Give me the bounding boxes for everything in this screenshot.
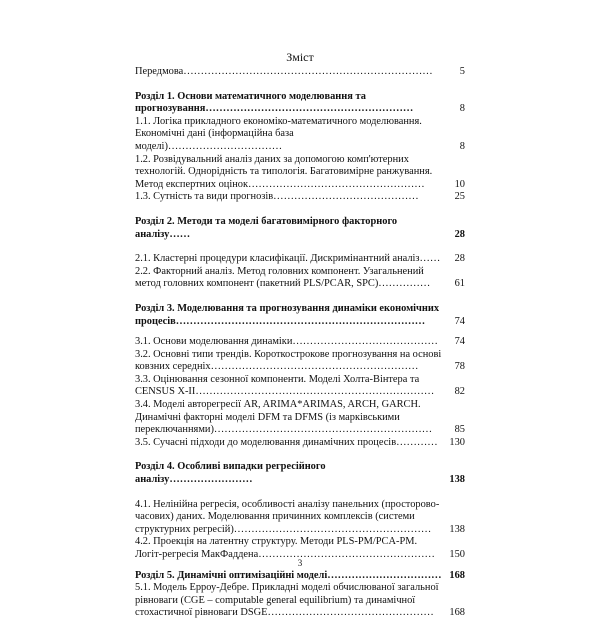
toc-page-number: 150 [449, 549, 465, 560]
toc-page-number: 138 [449, 474, 465, 486]
toc-entry-text: Метод експертних оцінок…………………………………………… [135, 178, 425, 190]
toc-page-number: 28 [454, 253, 465, 265]
toc-entry [135, 266, 465, 291]
toc-entry-text: Розділ 4. Особливі випадки регресійного аналізу…………………… [135, 461, 326, 486]
toc-entry-text: 2.1. Кластерні процедури класифікації. Дискримінантний аналіз…… [135, 253, 441, 265]
toc-entry-text: Логіт-регресія МакФаддена…………………………………………… [135, 549, 435, 560]
toc-entry-text: 1.1. Логіка прикладного економіко-математичного моделювання. [135, 115, 422, 127]
toc-entry [135, 191, 465, 204]
footer-page-number: 3 [297, 558, 303, 568]
toc-entry-text: технологій. Однорідність та типологія. Багатовимірне ранжування. [135, 166, 433, 178]
toc-entry-text: Динамічні факторні моделі DFM та DFMS (із марківськими [135, 411, 400, 423]
toc-page-number: 5 [459, 66, 465, 77]
toc-page-number: 138 [449, 523, 465, 535]
toc-entry-text: процесів……………………………………………………………… [135, 315, 426, 327]
toc-entry-text: Розділ 5. Динамічні оптимізаційні моделі…………………………… [135, 569, 442, 581]
toc-entry-text: 2.2. Факторний аналіз. Метод головних компонент. Узагальнений [135, 265, 424, 277]
toc-entry [135, 66, 465, 79]
toc-entry-text: Розділ 3. Моделювання та прогнозування динаміки економічних [135, 302, 440, 314]
toc-page-number: 130 [449, 436, 465, 448]
toc-entry-text: прогнозування…………………………………………………… [135, 103, 414, 115]
toc-entry-text: ковзних середніх…………………………………………………… [135, 361, 419, 373]
toc-entry [135, 349, 465, 374]
toc-entry-text: 3.1. Основи моделювання динаміки…………………………………… [135, 336, 438, 348]
toc-entry [135, 582, 465, 620]
toc-entry [135, 399, 465, 437]
toc-entry-text: 3.2. Основні типи трендів. Короткострокове прогнозування на основі [135, 348, 442, 360]
toc-entry [135, 374, 465, 399]
toc-entry-text: часових) даних. Моделювання причинних комплексів (системи [135, 511, 415, 523]
toc-entry-text: 4.2. Проекція на латентну структуру. Методи PLS-PM/PCA-PM. [135, 536, 418, 548]
toc-entry-text: 3.3. Оцінювання сезонної компоненти. Моделі Холта-Вінтера та [135, 373, 420, 385]
toc-page-number: 8 [459, 140, 465, 152]
toc-entry-text: рівноваги (CGE – computable general equilibrium) та динамічної [135, 594, 416, 606]
toc-entry-text: стохастичної рівноваги DSGE………………………………………… [135, 607, 434, 619]
toc-entry-text: Економічні дані (інформаційна база моделі)…………………………… [135, 128, 294, 152]
toc-entry [135, 253, 465, 266]
toc-entry [135, 499, 465, 537]
table-of-contents [135, 66, 465, 620]
toc-page-number: 25 [454, 191, 465, 203]
toc-section [135, 303, 465, 328]
toc-entry-text: метод головних компонент (пакетний PLS/PCAR, SPC)…………… [135, 278, 431, 290]
toc-page-number: 168 [449, 607, 465, 619]
toc-page-number: 82 [454, 386, 465, 398]
toc-page-number: 85 [454, 424, 465, 436]
toc-page-number: 28 [454, 228, 465, 240]
toc-entry-text: 4.1. Нелінійна регресія, особливості аналізу панельних (просторово- [135, 498, 440, 510]
toc-page-number: 8 [459, 103, 465, 115]
toc-page-number: 74 [454, 336, 465, 348]
toc-section [135, 91, 465, 116]
toc-entry-text: Передмова……………………………………………………………… [135, 66, 433, 77]
toc-section [135, 216, 465, 241]
toc-entry-text: Розділ 1. Основи математичного моделювання та [135, 90, 366, 102]
toc-entry-text: 3.4. Моделі авторегресії AR, ARIMA*ARIMAS, ARCH, GARCH. [135, 399, 421, 411]
toc-section [135, 461, 465, 486]
toc-page-number: 168 [449, 569, 465, 581]
toc-entry-text: переключаннями)……………………………………………………… [135, 424, 433, 436]
toc-entry [135, 154, 465, 192]
toc-page-number: 74 [454, 315, 465, 327]
toc-page-number: 78 [454, 361, 465, 373]
toc-entry-text: 3.5. Сучасні підходи до моделювання динамічних процесів………… [135, 436, 438, 448]
toc-entry-text: 5.1. Модель Ерроу-Дебре. Прикладні моделі обчислюваної загальної [135, 582, 439, 594]
toc-entry [135, 437, 465, 450]
toc-entry-text: структурних регресій)………………………………………………… [135, 523, 432, 535]
toc-entry [135, 116, 465, 154]
toc-section [135, 570, 465, 583]
toc-entry-text: CENSUS X-II…………………………………………………………… [135, 386, 435, 398]
toc-entry-text: Розділ 2. Методи та моделі багатовимірного факторного аналізу…… [135, 215, 398, 240]
toc-entry-text: 1.3. Сутність та види прогнозів…………………………………… [135, 191, 419, 203]
toc-page-number: 61 [454, 278, 465, 290]
page-title: Зміст [286, 50, 314, 64]
toc-page-number: 10 [454, 178, 465, 190]
toc-entry-text: 1.2. Розвідувальний аналіз даних за допомогою комп'ютерних [135, 153, 409, 165]
toc-entry [135, 336, 465, 349]
